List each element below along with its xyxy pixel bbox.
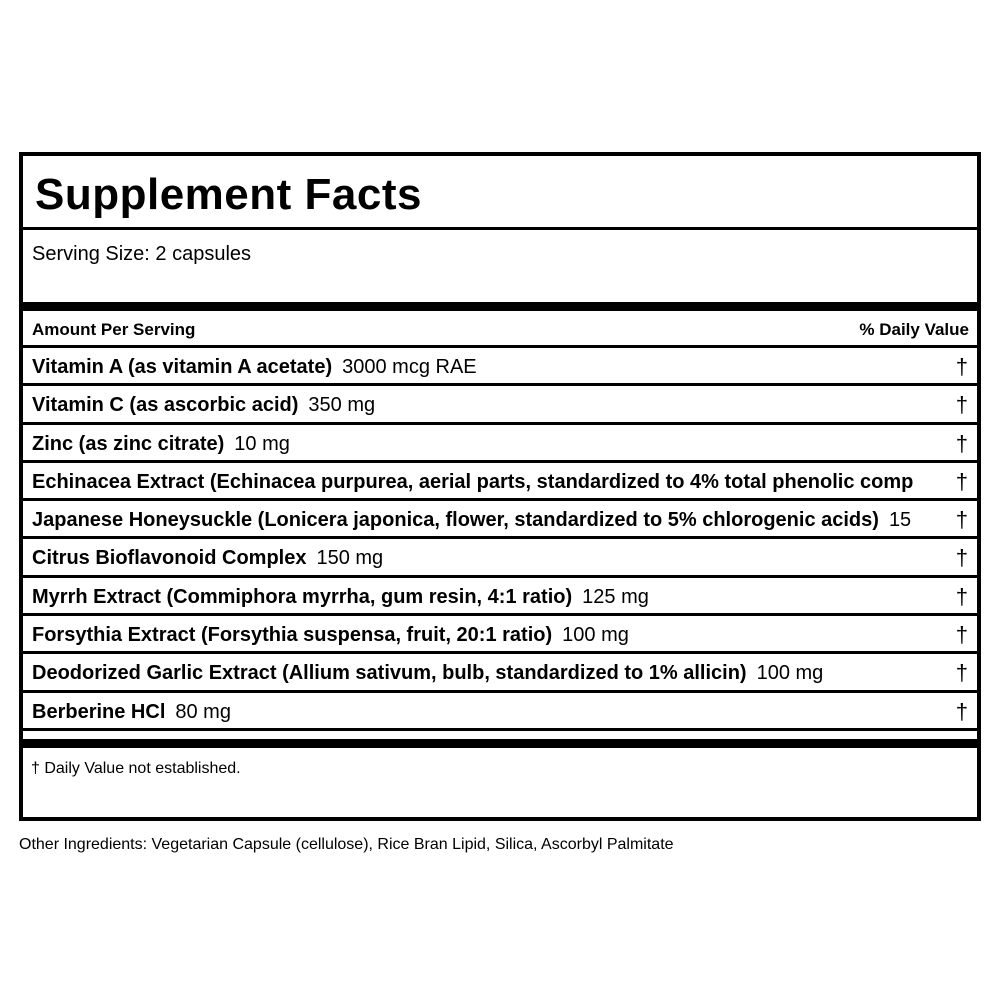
ingredient-row <box>23 425 977 463</box>
ingredient-name: Vitamin C (as ascorbic acid) <box>32 394 299 417</box>
ingredient-row <box>23 386 977 424</box>
daily-value-dagger: † <box>955 622 968 648</box>
ingredient-name: Echinacea Extract (Echinacea purpurea, aerial parts, standardized to 4% total phenolic comp <box>32 470 914 493</box>
daily-value-dagger: † <box>955 354 968 379</box>
ingredient-amount: 10 mg <box>234 432 290 455</box>
panel-title: Supplement Facts <box>35 170 422 219</box>
ingredient-row <box>23 463 977 501</box>
ingredient-row <box>23 539 977 577</box>
ingredient-text <box>32 661 823 685</box>
ingredient-amount: 3000 mcg RAE <box>342 356 477 378</box>
ingredient-text <box>32 393 375 417</box>
ingredient-text <box>32 700 231 724</box>
ingredient-amount: 80 mg <box>175 700 231 723</box>
ingredient-name: Japanese Honeysuckle (Lonicera japonica, flower, standardized to 5% chlorogenic acids) <box>32 509 879 532</box>
serving-size: Serving Size: 2 capsules <box>32 243 252 265</box>
ingredient-text <box>32 470 923 494</box>
ingredient-text <box>32 355 477 379</box>
ingredient-text <box>32 585 649 609</box>
ingredient-text <box>32 508 911 532</box>
ingredient-row <box>23 616 977 654</box>
thick-divider-bottom <box>23 739 977 748</box>
ingredient-amount: 125 mg <box>582 585 649 608</box>
ingredient-text <box>32 623 629 647</box>
daily-value-dagger: † <box>955 698 968 724</box>
ingredient-amount: 100 mg <box>562 624 629 647</box>
daily-value-dagger: † <box>955 507 968 533</box>
daily-value-dagger: † <box>955 583 968 609</box>
ingredient-rows <box>23 348 977 731</box>
ingredient-name: Deodorized Garlic Extract (Allium sativum, bulb, standardized to 1% allicin) <box>32 662 747 685</box>
daily-value-dagger: † <box>955 430 968 456</box>
other-ingredients: Other Ingredients: Vegetarian Capsule (cellulose), Rice Bran Lipid, Silica, Ascorbyl Palmitate <box>19 836 674 853</box>
ingredient-text <box>32 432 290 456</box>
daily-value-dagger: † <box>955 468 968 494</box>
ingredient-name: Vitamin A (as vitamin A acetate) <box>32 356 333 378</box>
amount-per-serving-label: Amount Per Serving <box>32 320 196 339</box>
ingredient-text <box>32 546 383 570</box>
ingredient-row <box>23 693 977 731</box>
ingredient-name: Myrrh Extract (Commiphora myrrha, gum resin, 4:1 ratio) <box>32 585 573 608</box>
ingredient-row <box>23 578 977 616</box>
ingredient-row <box>23 501 977 539</box>
daily-value-dagger: † <box>955 660 968 686</box>
thick-divider-top <box>23 302 977 311</box>
ingredient-name: Zinc (as zinc citrate) <box>32 432 225 455</box>
daily-value-footnote: † Daily Value not established. <box>31 760 241 777</box>
ingredient-amount: 100 mg <box>756 662 824 685</box>
ingredient-name: Forsythia Extract (Forsythia suspensa, fruit, 20:1 ratio) <box>32 624 553 647</box>
daily-value-dagger: † <box>955 392 968 418</box>
ingredient-amount: 350 mg <box>308 394 376 417</box>
amount-header-row <box>23 311 977 348</box>
ingredient-amount: 15 <box>888 509 912 532</box>
ingredient-amount: 150 mg <box>316 547 384 570</box>
title-row <box>23 156 977 230</box>
ingredient-name: Citrus Bioflavonoid Complex <box>32 547 307 570</box>
daily-value-label: % Daily Value <box>859 320 969 339</box>
ingredient-row <box>23 654 977 692</box>
ingredient-row <box>23 348 977 386</box>
supplement-facts-panel <box>19 152 981 821</box>
daily-value-dagger: † <box>955 545 968 571</box>
ingredient-name: Berberine HCl <box>32 700 166 723</box>
